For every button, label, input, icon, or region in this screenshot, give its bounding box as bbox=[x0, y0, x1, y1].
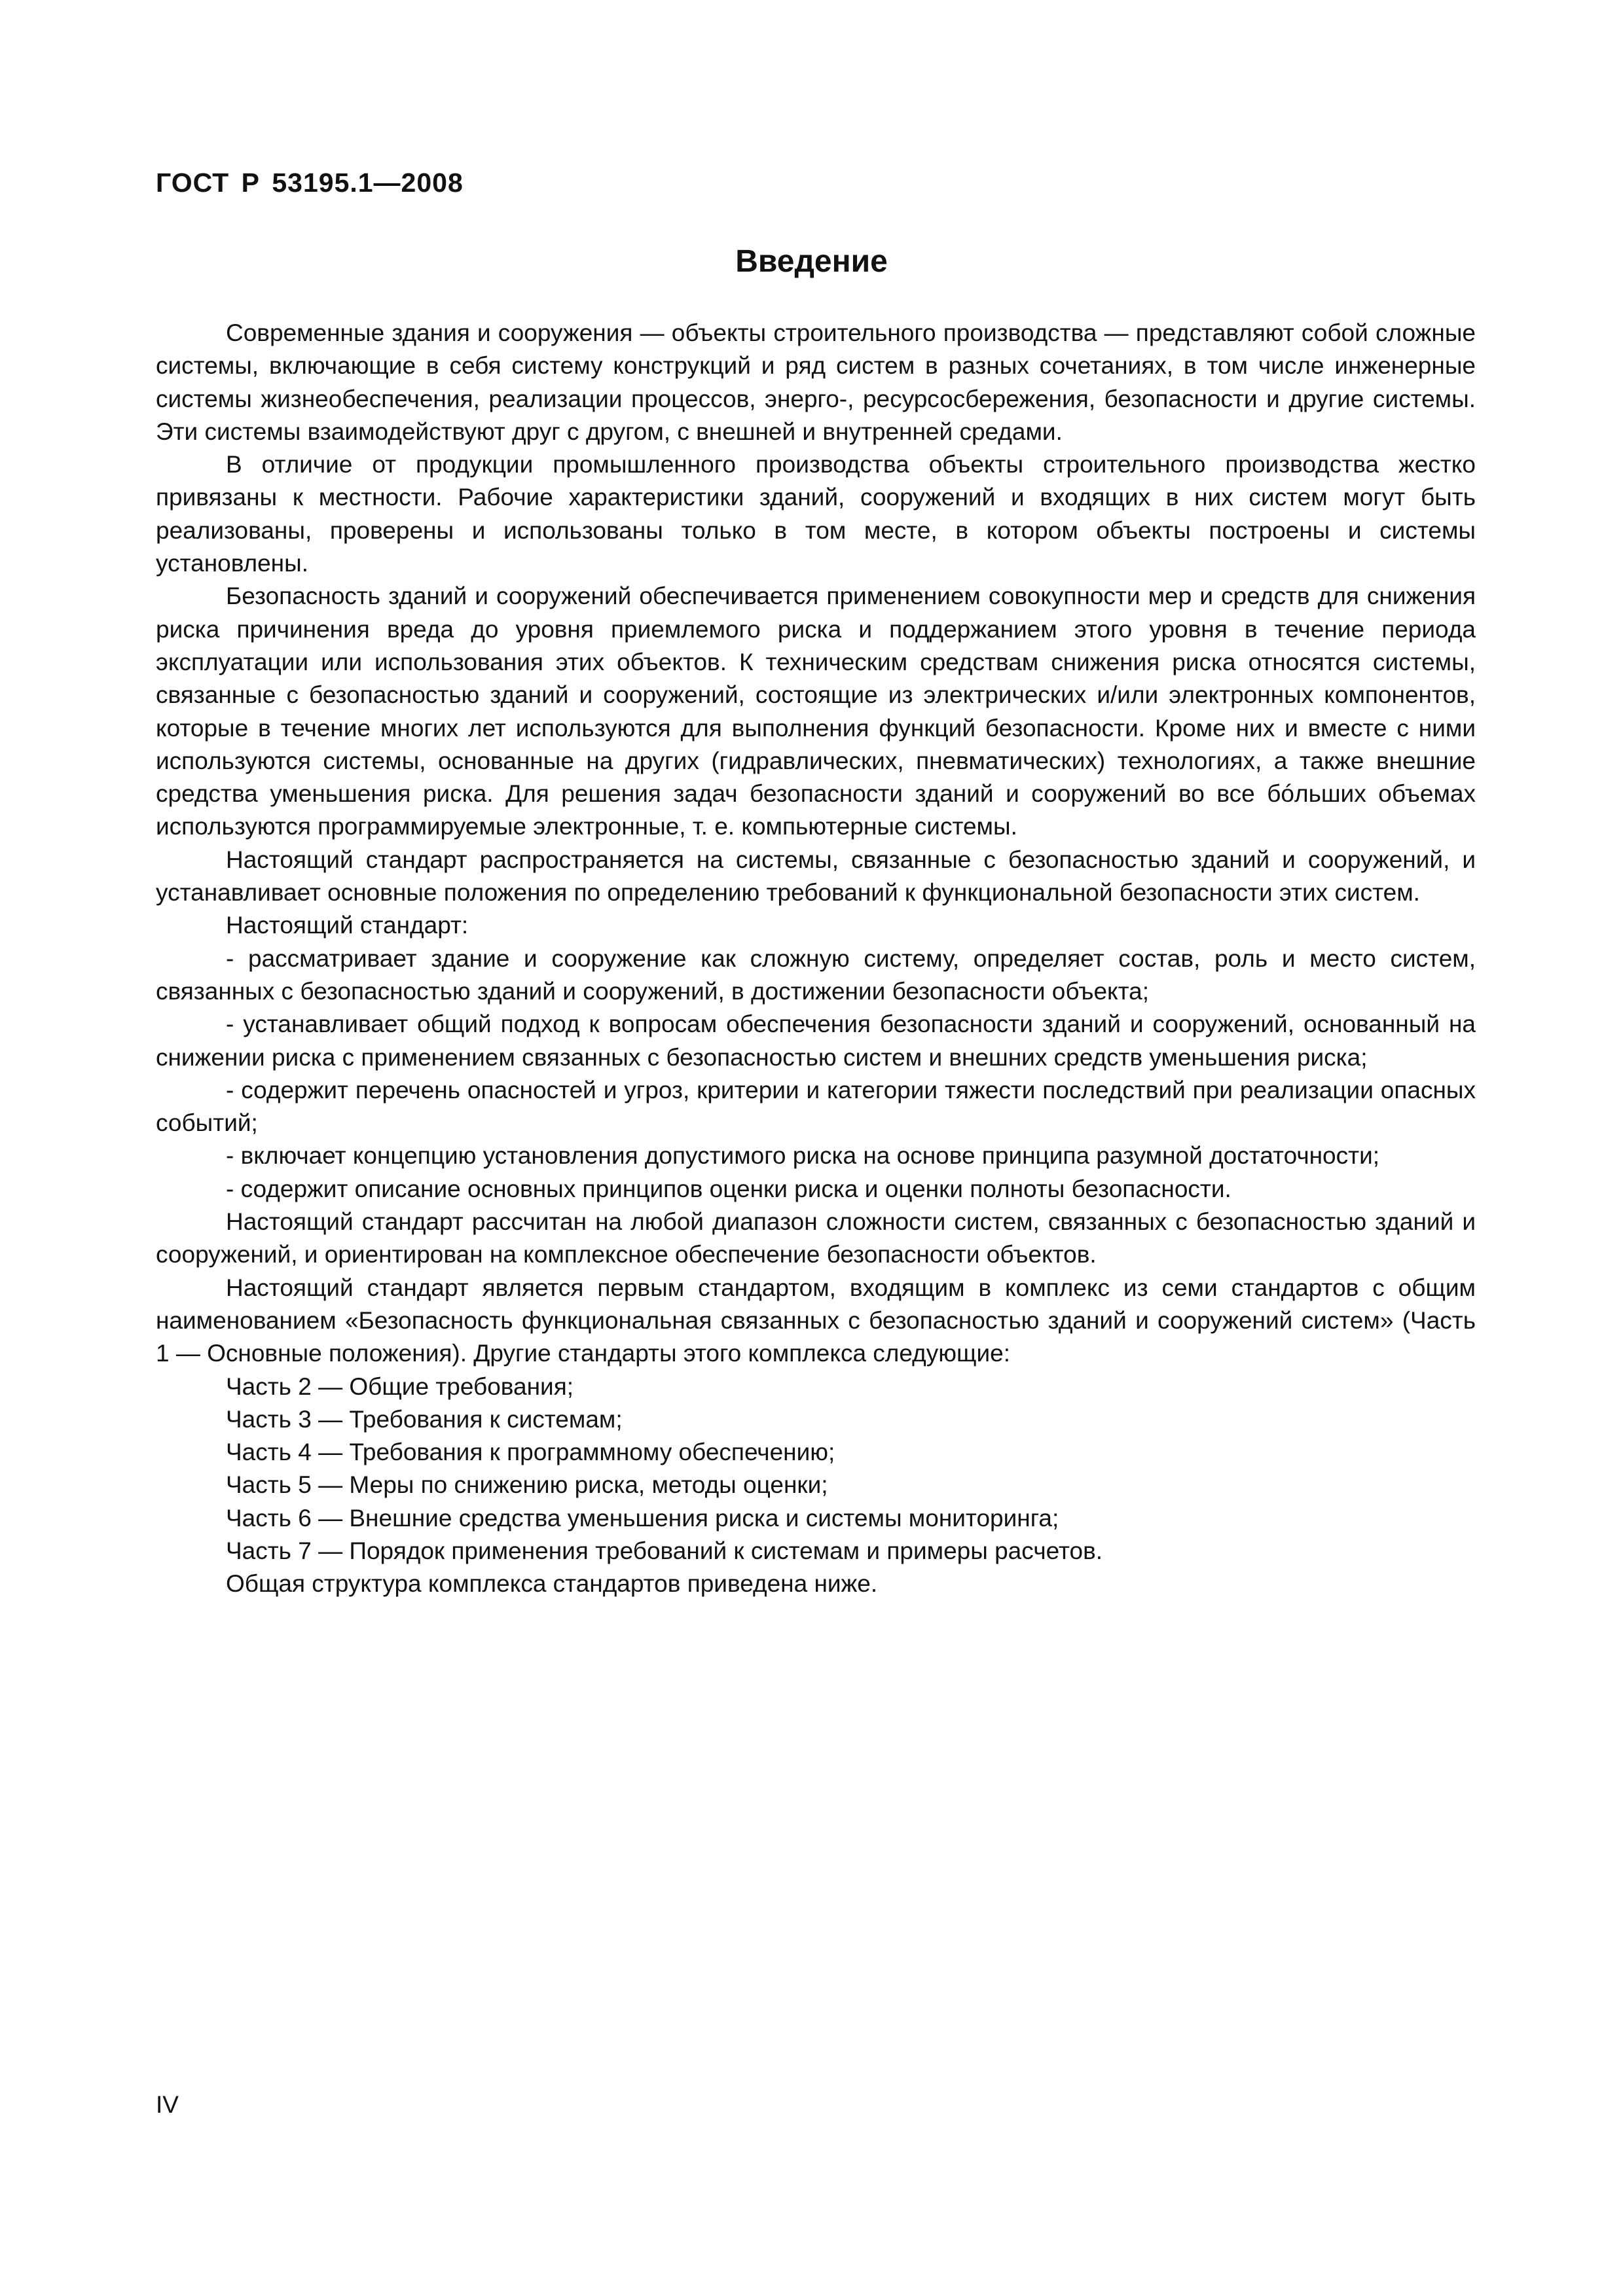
paragraph-range: Настоящий стандарт рассчитан на любой диапазон сложности систем, связанных с безопасностью зданий и сооружений, и ориентирован на комплексное обеспечение безопасности объектов. bbox=[156, 1208, 1476, 1268]
section-title: Введение bbox=[735, 244, 888, 279]
paragraph-scope: Настоящий стандарт распространяется на системы, связанные с безопасностью зданий и сооружений, и устанавливает основные положения по определению требований к функциональной безопасности этих систем. bbox=[156, 846, 1476, 906]
document-code-header: ГОСТ Р 53195.1—2008 bbox=[156, 168, 464, 198]
part-list-item: Часть 3 — Требования к системам; bbox=[226, 1405, 623, 1433]
paragraph-intro: Современные здания и сооружения — объекты строительного производства — представляют собой сложные системы, включающие в себя систему конструкций и ряд систем в разных сочетаниях, в том числе инженерные системы жизнеобеспечения, реализации процессов, энерго-, ресурсосбережения, безопасности и другие системы. Эти системы взаимодействуют друг с другом, с внешней и внутренней средами. bbox=[156, 319, 1476, 445]
list-item-approach: - устанавливает общий подход к вопросам обеспечения безопасности зданий и сооружений, основанный на снижении риска с применением связанных с безопасностью систем и внешних средств уменьшения риска; bbox=[156, 1011, 1476, 1071]
page-number: IV bbox=[156, 2091, 179, 2118]
part-list-item: Часть 7 — Порядок применения требований к системам и примеры расчетов. bbox=[226, 1537, 1103, 1564]
paragraph-location: В отличие от продукции промышленного производства объекты строительного производства жестко привязаны к местности. Рабочие характеристики зданий, сооружений и входящих в них систем могут быть реализованы, проверены и использованы только в том месте, в котором объекты построены и системы установлены. bbox=[156, 451, 1476, 577]
list-item-considers: - рассматривает здание и сооружение как сложную систему, определяет состав, роль и место систем, связанных с безопасностью зданий и сооружений, в достижении безопасности объекта; bbox=[156, 944, 1476, 1005]
part-list-item: Часть 2 — Общие требования; bbox=[226, 1372, 574, 1400]
paragraph-series: Настоящий стандарт является первым стандартом, входящим в комплекс из семи стандартов с общим наименованием «Безопасность функциональная связанных с безопасностью зданий и сооружений систем» (Часть 1 — Основные положения). Другие стандарты этого комплекса следующие: bbox=[156, 1274, 1476, 1367]
paragraph-standard-lead: Настоящий стандарт: bbox=[226, 912, 469, 939]
list-item-acceptable-risk: - включает концепцию установления допустимого риска на основе принципа разумной достаточности; bbox=[226, 1142, 1380, 1170]
list-item-hazards: - содержит перечень опасностей и угроз, критерии и категории тяжести последствий при реализации опасных событий; bbox=[156, 1076, 1476, 1137]
paragraph-closing: Общая структура комплекса стандартов приведена ниже. bbox=[226, 1570, 878, 1598]
list-item-assessment: - содержит описание основных принципов оценки риска и оценки полноты безопасности. bbox=[226, 1175, 1231, 1202]
paragraph-safety: Безопасность зданий и сооружений обеспечивается применением совокупности мер и средств для снижения риска причинения вреда до уровня приемлемого риска и поддержанием этого уровня в течение периода эксплуатации или использования этих объектов. К техническим средствам снижения риска относятся системы, связанные с безопасностью зданий и сооружений, состоящие из электрических и/или электронных компонентов, которые в течение многих лет используются для выполнения функций безопасности. Кроме них и вместе с ними используются системы, основанные на других (гидравлических, пневматических) технологиях, а также внешние средства уменьшения риска. Для решения задач безопасности зданий и сооружений во все бóльших объемах используются программируемые электронные, т. е. компьютерные системы. bbox=[156, 583, 1476, 840]
part-list-item: Часть 6 — Внешние средства уменьшения риска и системы мониторинга; bbox=[226, 1504, 1059, 1532]
part-list-item: Часть 5 — Меры по снижению риска, методы оценки; bbox=[226, 1471, 828, 1499]
part-list-item: Часть 4 — Требования к программному обеспечению; bbox=[226, 1439, 835, 1466]
document-body bbox=[156, 317, 1476, 1601]
